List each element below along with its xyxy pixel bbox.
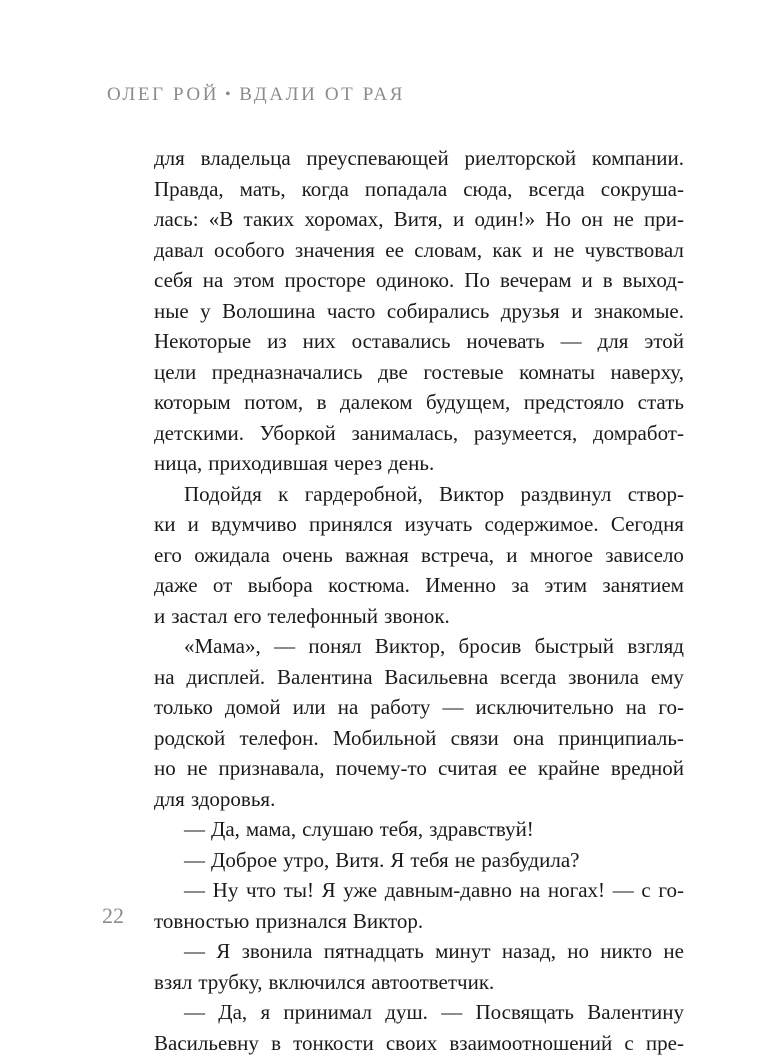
text-line: Подойдя к гардеробной, Виктор раздвинул створ- <box>154 479 684 510</box>
text-line: — Я звонила пятнадцать минут назад, но никто не <box>154 936 684 967</box>
text-line: для владельца преуспевающей риелторской компании. <box>154 143 684 174</box>
text-line: взял трубку, включился автоответчик. <box>154 967 684 998</box>
text-line: ные у Волошина часто собирались друзья и знакомые. <box>154 296 684 327</box>
text-line: Некоторые из них оставались ночевать — для этой <box>154 326 684 357</box>
text-line: — Да, я принимал душ. — Посвящать Валентину <box>154 997 684 1028</box>
text-line: товностью признался Виктор. <box>154 906 684 937</box>
text-line: «Мама», — понял Виктор, бросив быстрый взгляд <box>154 631 684 662</box>
running-head-separator: • <box>225 86 233 103</box>
text-line: и застал его телефонный звонок. <box>154 601 684 632</box>
body-text <box>154 143 684 1058</box>
page-number: 22 <box>102 903 124 929</box>
text-line: — Да, мама, слушаю тебя, здравствуй! <box>154 814 684 845</box>
text-line: Правда, мать, когда попадала сюда, всегда сокруша- <box>154 174 684 205</box>
text-line: цели предназначались две гостевые комнаты наверху, <box>154 357 684 388</box>
text-line: для здоровья. <box>154 784 684 815</box>
text-line: себя на этом просторе одиноко. По вечерам и в выход- <box>154 265 684 296</box>
text-line: которым потом, в далеком будущем, предстояло стать <box>154 387 684 418</box>
text-line: даже от выбора костюма. Именно за этим занятием <box>154 570 684 601</box>
text-line: — Доброе утро, Витя. Я тебя не разбудила? <box>154 845 684 876</box>
text-line: лась: «В таких хоромах, Витя, и один!» Но он не при- <box>154 204 684 235</box>
running-head <box>107 84 405 106</box>
text-line: родской телефон. Мобильной связи она принципиаль- <box>154 723 684 754</box>
running-head-title: ВДАЛИ ОТ РАЯ <box>239 84 405 105</box>
text-line: давал особого значения ее словам, как и не чувствовал <box>154 235 684 266</box>
text-line: детскими. Уборкой занималась, разумеется, домработ- <box>154 418 684 449</box>
text-line: ки и вдумчиво принялся изучать содержимое. Сегодня <box>154 509 684 540</box>
text-line: но не признавала, почему-то считая ее крайне вредной <box>154 753 684 784</box>
text-line: Васильевну в тонкости своих взаимоотношений с пре- <box>154 1028 684 1058</box>
text-line: только домой или на работу — исключительно на го- <box>154 692 684 723</box>
text-line: его ожидала очень важная встреча, и многое зависело <box>154 540 684 571</box>
text-line: ница, приходившая через день. <box>154 448 684 479</box>
text-line: на дисплей. Валентина Васильевна всегда звонила ему <box>154 662 684 693</box>
running-head-author: ОЛЕГ РОЙ <box>107 84 219 105</box>
text-line: — Ну что ты! Я уже давным-давно на ногах! — с го- <box>154 875 684 906</box>
